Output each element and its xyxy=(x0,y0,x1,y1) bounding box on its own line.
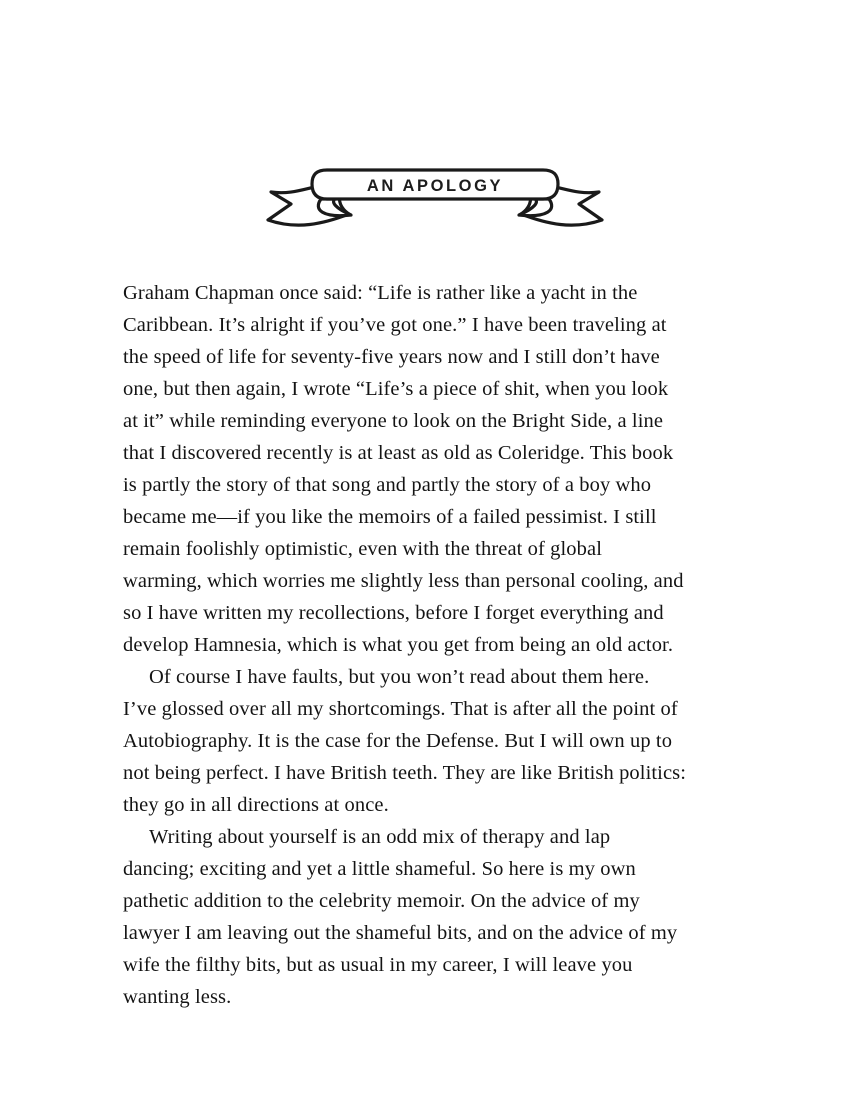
paragraph xyxy=(123,277,783,661)
text-line: became me—if you like the memoirs of a failed pessimist. I still xyxy=(123,506,657,528)
text-line: one, but then again, I wrote “Life’s a piece of shit, when you look xyxy=(123,378,669,400)
ribbon-left-fold xyxy=(318,199,351,216)
text-line: they go in all directions at once. xyxy=(123,794,389,816)
text-line: wanting less. xyxy=(123,986,232,1008)
text-line: not being perfect. I have British teeth. They are like British politics: xyxy=(123,762,687,784)
text-line: at it” while reminding everyone to look on the Bright Side, a line xyxy=(123,410,664,432)
apology-banner xyxy=(265,166,605,246)
paragraph xyxy=(123,661,783,821)
text-line: pathetic addition to the celebrity memoir. On the advice of my xyxy=(123,890,640,912)
text-line: remain foolishly optimistic, even with the threat of global xyxy=(123,538,603,560)
ribbon-banner-graphic xyxy=(265,166,605,246)
text-line: lawyer I am leaving out the shameful bits, and on the advice of my xyxy=(123,922,678,944)
text-line: I’ve glossed over all my shortcomings. That is after all the point of xyxy=(123,698,678,720)
text-line: Writing about yourself is an odd mix of therapy and lap xyxy=(149,826,611,848)
text-line: the speed of life for seventy-five years now and I still don’t have xyxy=(123,346,660,368)
paragraph xyxy=(123,821,783,1013)
banner-title: AN APOLOGY xyxy=(366,177,504,195)
page-text xyxy=(123,277,783,1013)
text-line: warming, which worries me slightly less than personal cooling, and xyxy=(123,570,684,592)
text-line: so I have written my recollections, before I forget everything and xyxy=(123,602,664,624)
text-line: is partly the story of that song and partly the story of a boy who xyxy=(123,474,652,496)
text-line: dancing; exciting and yet a little shameful. So here is my own xyxy=(123,858,636,880)
text-line: Of course I have faults, but you won’t read about them here. xyxy=(149,666,650,688)
text-line: Caribbean. It’s alright if you’ve got one.” I have been traveling at xyxy=(123,314,667,336)
text-line: develop Hamnesia, which is what you get from being an old actor. xyxy=(123,634,674,656)
text-line: that I discovered recently is at least as old as Coleridge. This book xyxy=(123,442,674,464)
text-line: Autobiography. It is the case for the Defense. But I will own up to xyxy=(123,730,673,752)
text-line: wife the filthy bits, but as usual in my career, I will leave you xyxy=(123,954,633,976)
ribbon-right-fold xyxy=(519,199,552,216)
text-line: Graham Chapman once said: “Life is rather like a yacht in the xyxy=(123,282,638,304)
